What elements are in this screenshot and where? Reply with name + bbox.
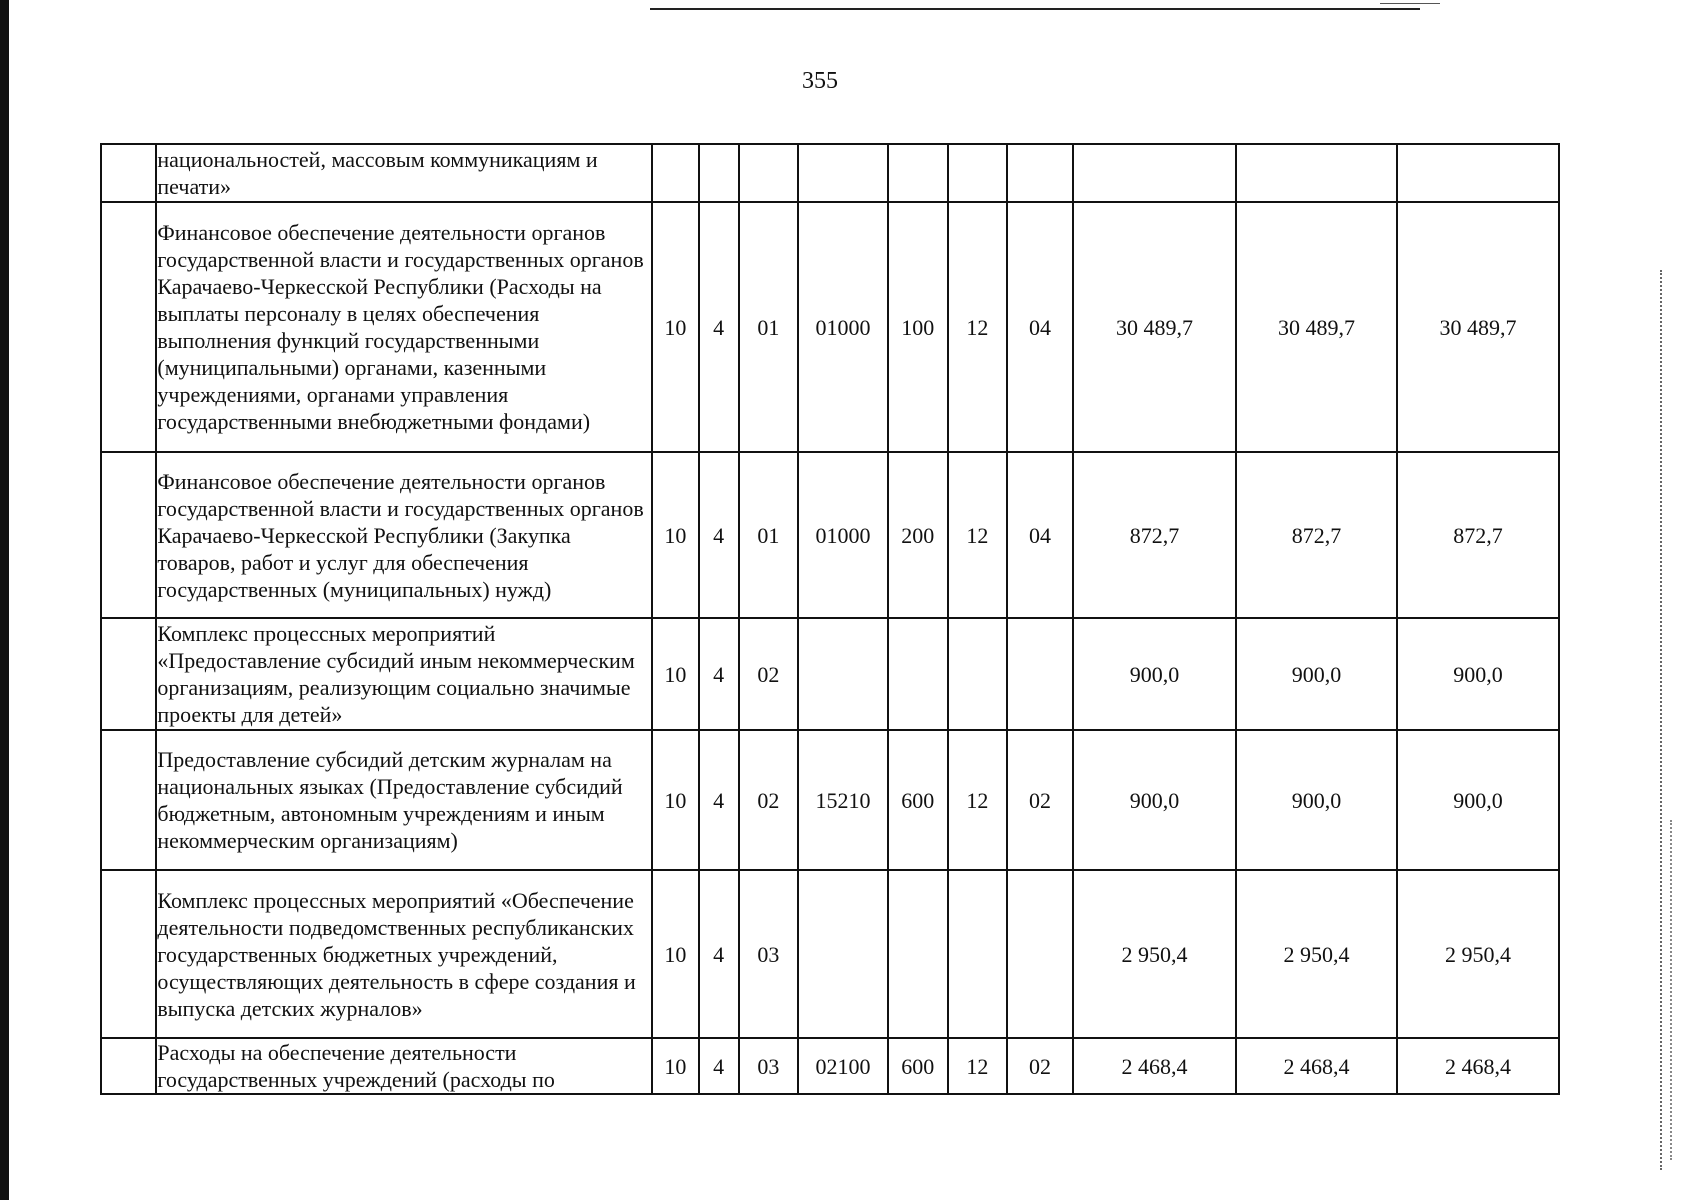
code-cell: [1007, 870, 1073, 1038]
code-cell: 4: [699, 452, 739, 618]
code-cell: 10: [652, 618, 699, 730]
row-description: Комплекс процессных мероприятий «Предоставление субсидий иным некоммерческим организациям, реализующим социально значимые проекты для детей»: [156, 618, 651, 730]
code-cell: [798, 618, 888, 730]
amount-cell: 2 468,4: [1073, 1038, 1236, 1094]
code-cell: 4: [699, 870, 739, 1038]
code-cell: [798, 870, 888, 1038]
code-cell: [798, 144, 888, 202]
code-cell: 12: [948, 452, 1008, 618]
amount-cell: [1073, 144, 1236, 202]
code-cell: 04: [1007, 202, 1073, 452]
amount-cell: 872,7: [1073, 452, 1236, 618]
amount-cell: 900,0: [1073, 730, 1236, 870]
code-cell: [1007, 618, 1073, 730]
row-description: национальностей, массовым коммуникациям и печати»: [156, 144, 651, 202]
row-number-cell: [101, 618, 156, 730]
table-row: [101, 730, 1559, 870]
code-cell: 200: [888, 452, 948, 618]
amount-cell: 2 950,4: [1073, 870, 1236, 1038]
amount-cell: 30 489,7: [1236, 202, 1397, 452]
code-cell: 01: [739, 202, 799, 452]
row-description: Предоставление субсидий детским журналам на национальных языках (Предоставление субсидий бюджетным, автономным учреждениям и иным некоммерческим организациям): [156, 730, 651, 870]
amount-cell: 2 950,4: [1397, 870, 1559, 1038]
code-cell: 10: [652, 870, 699, 1038]
row-number-cell: [101, 870, 156, 1038]
code-cell: 01000: [798, 452, 888, 618]
table-row: [101, 144, 1559, 202]
row-description: Комплекс процессных мероприятий «Обеспечение деятельности подведомственных республиканских государственных бюджетных учреждений, осуществляющих деятельность в сфере создания и выпуска детских журналов»: [156, 870, 651, 1038]
scan-top-rule-fragment: [1380, 3, 1440, 4]
code-cell: [888, 618, 948, 730]
scan-top-rule: [650, 8, 1420, 10]
scan-right-edge-marks-secondary: [1670, 820, 1674, 1160]
code-cell: 02: [1007, 1038, 1073, 1094]
amount-cell: 900,0: [1073, 618, 1236, 730]
amount-cell: 900,0: [1397, 618, 1559, 730]
code-cell: [699, 144, 739, 202]
row-number-cell: [101, 452, 156, 618]
code-cell: 02100: [798, 1038, 888, 1094]
amount-cell: 30 489,7: [1397, 202, 1559, 452]
code-cell: 4: [699, 202, 739, 452]
code-cell: [888, 870, 948, 1038]
code-cell: 01: [739, 452, 799, 618]
code-cell: [652, 144, 699, 202]
amount-cell: 30 489,7: [1073, 202, 1236, 452]
amount-cell: 872,7: [1236, 452, 1397, 618]
code-cell: 12: [948, 1038, 1008, 1094]
amount-cell: 2 950,4: [1236, 870, 1397, 1038]
code-cell: 10: [652, 730, 699, 870]
table-row: [101, 202, 1559, 452]
code-cell: 10: [652, 1038, 699, 1094]
code-cell: 600: [888, 1038, 948, 1094]
code-cell: [948, 144, 1008, 202]
page-number: 355: [802, 68, 838, 94]
scan-left-edge: [0, 0, 9, 1200]
code-cell: [948, 618, 1008, 730]
code-cell: 4: [699, 1038, 739, 1094]
code-cell: 02: [739, 730, 799, 870]
row-description: Финансовое обеспечение деятельности органов государственной власти и государственных органов Карачаево-Черкесской Республики (Расходы на выплаты персоналу в целях обеспечения выполнения функций государственными (муниципальными) органами, казенными учреждениями, органами управления государственными внебюджетными фондами): [156, 202, 651, 452]
budget-table-body: [101, 144, 1559, 1094]
amount-cell: 2 468,4: [1236, 1038, 1397, 1094]
code-cell: 12: [948, 730, 1008, 870]
code-cell: 4: [699, 730, 739, 870]
code-cell: 4: [699, 618, 739, 730]
table-row: [101, 1038, 1559, 1094]
budget-table: [100, 143, 1560, 1095]
code-cell: 04: [1007, 452, 1073, 618]
code-cell: [739, 144, 799, 202]
table-row: [101, 870, 1559, 1038]
row-number-cell: [101, 202, 156, 452]
code-cell: 03: [739, 870, 799, 1038]
amount-cell: 2 468,4: [1397, 1038, 1559, 1094]
code-cell: 600: [888, 730, 948, 870]
amount-cell: [1236, 144, 1397, 202]
scan-right-edge-marks: [1660, 270, 1664, 1170]
amount-cell: [1397, 144, 1559, 202]
code-cell: 100: [888, 202, 948, 452]
amount-cell: 900,0: [1397, 730, 1559, 870]
table-row: [101, 618, 1559, 730]
amount-cell: 900,0: [1236, 730, 1397, 870]
amount-cell: 872,7: [1397, 452, 1559, 618]
code-cell: 02: [739, 618, 799, 730]
row-description: Расходы на обеспечение деятельности государственных учреждений (расходы по: [156, 1038, 651, 1094]
code-cell: 01000: [798, 202, 888, 452]
code-cell: 15210: [798, 730, 888, 870]
code-cell: [888, 144, 948, 202]
code-cell: [1007, 144, 1073, 202]
code-cell: 03: [739, 1038, 799, 1094]
row-number-cell: [101, 1038, 156, 1094]
code-cell: 02: [1007, 730, 1073, 870]
row-description: Финансовое обеспечение деятельности органов государственной власти и государственных органов Карачаево-Черкесской Республики (Закупка товаров, работ и услуг для обеспечения государственных (муниципальных) нужд): [156, 452, 651, 618]
amount-cell: 900,0: [1236, 618, 1397, 730]
row-number-cell: [101, 730, 156, 870]
code-cell: 10: [652, 202, 699, 452]
code-cell: [948, 870, 1008, 1038]
code-cell: 10: [652, 452, 699, 618]
row-number-cell: [101, 144, 156, 202]
code-cell: 12: [948, 202, 1008, 452]
table-row: [101, 452, 1559, 618]
